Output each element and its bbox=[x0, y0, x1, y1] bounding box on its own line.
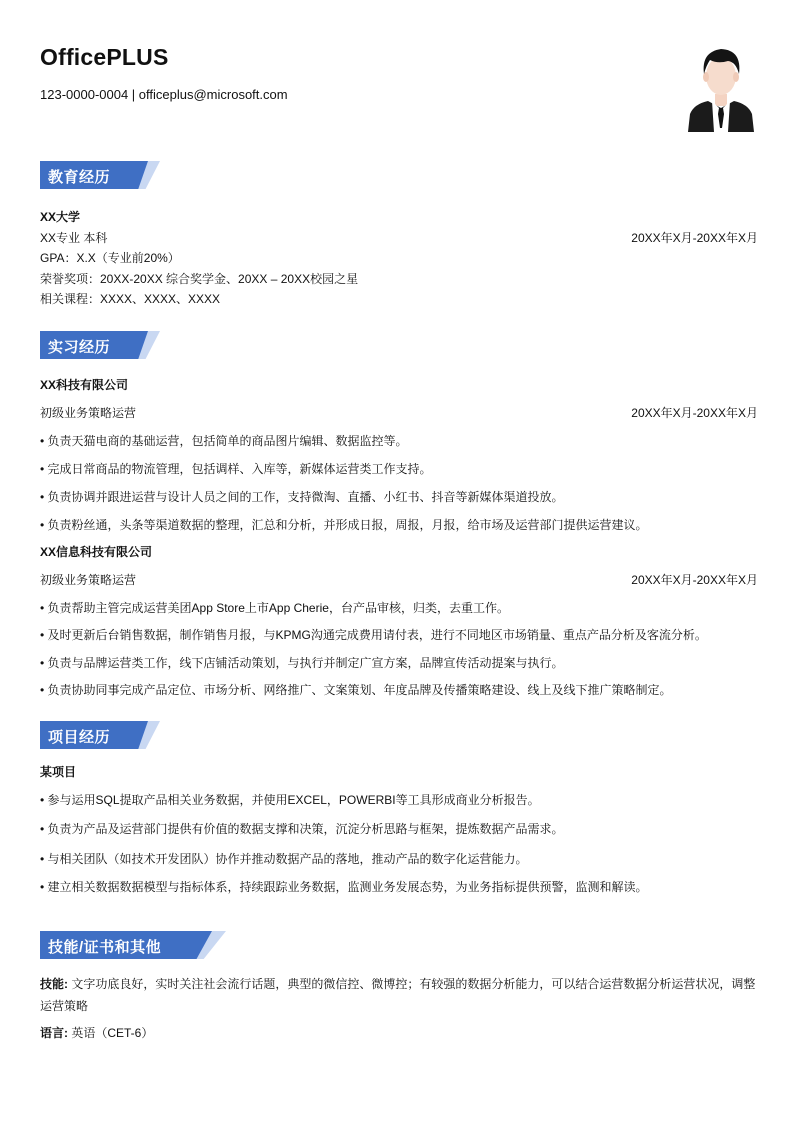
language-paragraph bbox=[40, 1022, 758, 1044]
candidate-name: OfficePLUS bbox=[40, 44, 169, 70]
project-name: 某项目 bbox=[40, 765, 77, 779]
education-honors: 荣誉奖项：20XX-20XX 综合奖学金、20XX – 20XX校园之星 bbox=[40, 272, 359, 286]
education-date: 20XX年X月-20XX年X月 bbox=[631, 231, 758, 245]
education-major: XX专业 本科 bbox=[40, 231, 108, 245]
job-bullet: • 负责协助同事完成产品定位、市场分析、网络推广、文案策划、年度品牌及传播策略建设、线上及线下推广策略制定。 bbox=[40, 683, 672, 697]
contact-info: 123-0000-0004 | officeplus@microsoft.com bbox=[40, 87, 288, 102]
skills-text: 文字功底良好，实时关注社会流行话题，典型的微信控、微博控；有较强的数据分析能力，可以结合运营数据分析运营状况，调整运营策略 bbox=[40, 977, 756, 1013]
internship-section-title bbox=[40, 331, 230, 359]
job-bullet: • 负责协调并跟进运营与设计人员之间的工作，支持微淘、直播、小红书、抖音等新媒体渠道投放。 bbox=[40, 490, 564, 504]
job-date: 20XX年X月-20XX年X月 bbox=[631, 573, 758, 587]
project-bullet: • 负责为产品及运营部门提供有价值的数据支撑和决策，沉淀分析思路与框架，提炼数据产品需求。 bbox=[40, 822, 564, 836]
job-role: 初级业务策略运营 bbox=[40, 573, 137, 587]
skills-label: 技能: bbox=[40, 977, 68, 991]
project-bullet: • 建立相关数据数据模型与指标体系，持续跟踪业务数据，监测业务发展态势，为业务指标提供预警，监测和解读。 bbox=[40, 880, 648, 894]
project-title-label: 项目经历 bbox=[48, 729, 111, 746]
education-title-label: 教育经历 bbox=[48, 169, 111, 186]
avatar bbox=[686, 44, 756, 132]
education-school: XX大学 bbox=[40, 210, 81, 224]
skills-section-title bbox=[40, 931, 230, 959]
job-bullet: • 完成日常商品的物流管理，包括调样、入库等，新媒体运营类工作支持。 bbox=[40, 462, 432, 476]
education-gpa: GPA：X.X（专业前20%） bbox=[40, 251, 180, 265]
job-company: XX科技有限公司 bbox=[40, 378, 129, 392]
project-bullet: • 与相关团队（如技术开发团队）协作并推动数据产品的落地，推动产品的数字化运营能力。 bbox=[40, 852, 528, 866]
project-bullet: • 参与运用SQL提取产品相关业务数据，并使用EXCEL，POWERBI等工具形成商业分析报告。 bbox=[40, 793, 540, 807]
language-label: 语言: bbox=[40, 1026, 68, 1040]
job-bullet: • 负责与品牌运营类工作，线下店铺活动策划，与执行并制定广宣方案，品牌宣传活动提案与执行。 bbox=[40, 656, 564, 670]
job-bullet: • 负责粉丝通，头条等渠道数据的整理，汇总和分析，并形成日报，周报，月报，给市场及运营部门提供运营建议。 bbox=[40, 518, 648, 532]
skills-title-label: 技能/证书和其他 bbox=[48, 939, 162, 956]
internship-title-label: 实习经历 bbox=[48, 339, 111, 356]
project-section-title bbox=[40, 721, 230, 749]
job-date: 20XX年X月-20XX年X月 bbox=[631, 406, 758, 420]
job-bullet: • 负责天猫电商的基础运营，包括简单的商品图片编辑、数据监控等。 bbox=[40, 434, 408, 448]
education-courses: 相关课程：XXXX、XXXX、XXXX bbox=[40, 292, 221, 306]
job-bullet: • 负责帮助主管完成运营美团App Store上市App Cherie，台产品审核，归类，去重工作。 bbox=[40, 601, 509, 615]
skills-paragraph bbox=[40, 973, 758, 1017]
education-section-title bbox=[40, 161, 230, 189]
job-role: 初级业务策略运营 bbox=[40, 406, 137, 420]
job-company: XX信息科技有限公司 bbox=[40, 545, 153, 559]
language-text: 英语（CET-6） bbox=[68, 1026, 154, 1040]
job-bullet: • 及时更新后台销售数据，制作销售月报，与KPMG沟通完成费用请付表，进行不同地区市场销量、重点产品分析及客流分析。 bbox=[40, 628, 707, 642]
